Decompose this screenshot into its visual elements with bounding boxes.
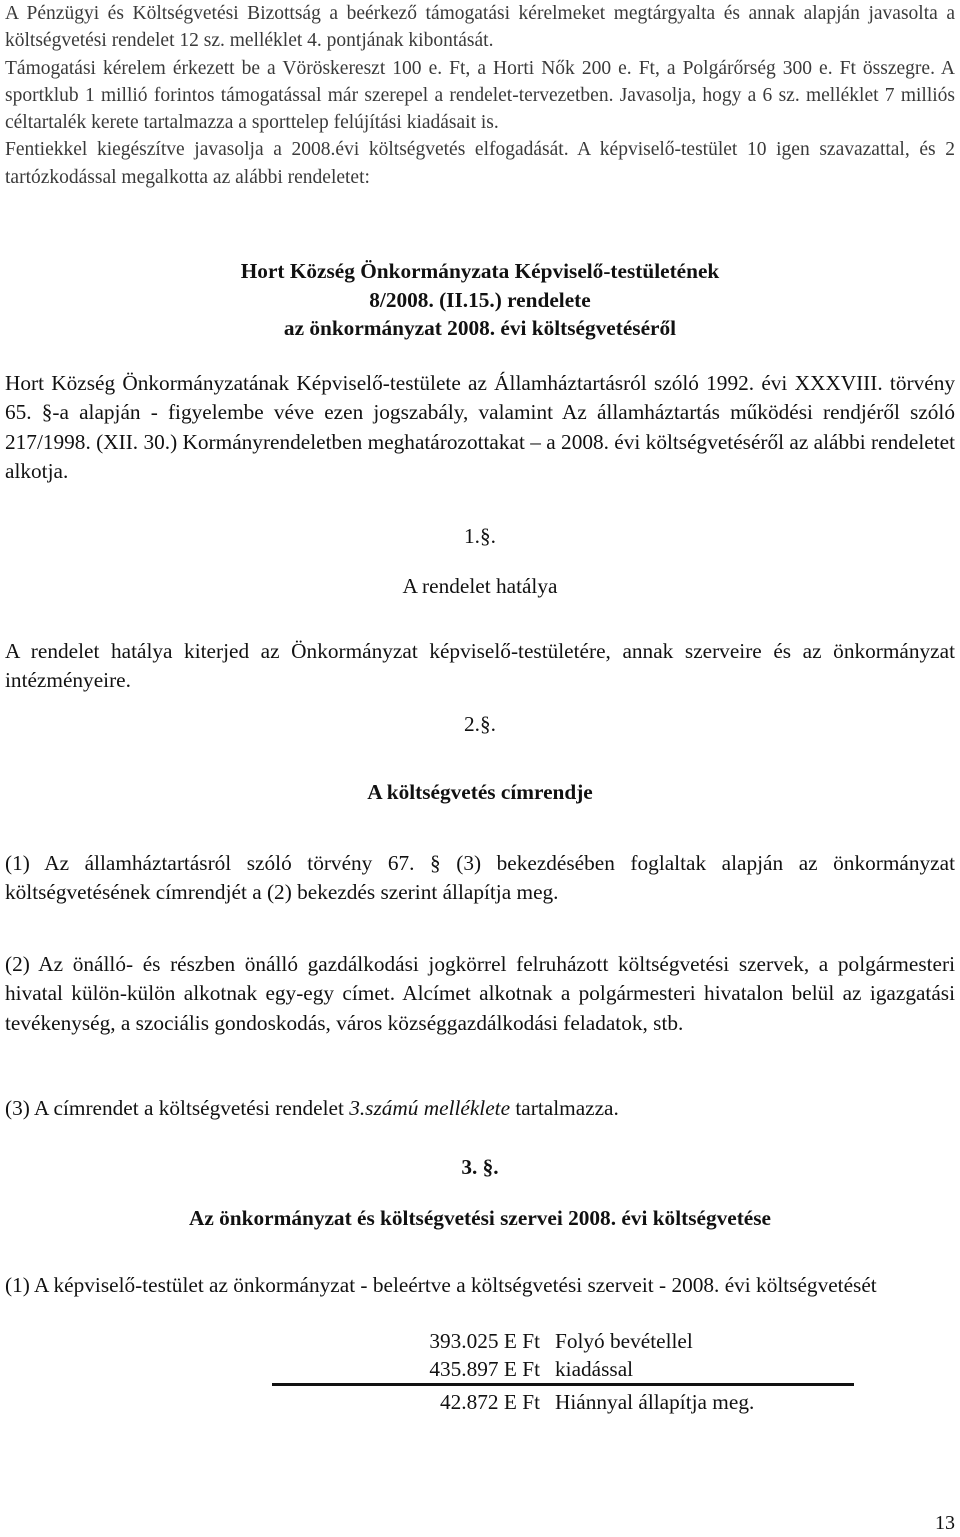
section-2-number: 2.§. [464, 712, 496, 736]
section-3-p1-text: (1) A képviselő-testület az önkormányzat - beleértve a költségvetési szerveit - 2008. évi költségvetését [5, 1273, 877, 1297]
section-1-heading: A rendelet hatálya [402, 574, 558, 598]
budget-amount-deficit: 42.872 E Ft [440, 1390, 540, 1414]
section-1-paragraph: A rendelet hatálya kiterjed az Önkormányzat képviselő-testületére, annak szerveire és az önkormányzat intézményeire. [5, 639, 955, 693]
decree-title-line-2: 8/2008. (II.15.) rendelete [369, 287, 591, 312]
section-2-p1-text: (1) Az államháztartásról szóló törvény 67. § (3) bekezdésében foglaltak alapján az önkormányzat költségvetésének címrendjét a (2) bekezdés szerint állapítja meg. [5, 851, 955, 905]
section-2-paragraph-1 [5, 849, 955, 908]
preamble-text: Hort Község Önkormányzatának Képviselő-testülete az Államháztartásról szóló 1992. évi XXXVIII. törvény 65. §-a alapján - figyelembe véve ezen jogszabály, valamint Az államháztartás működési rendjéről szóló 217/1998. (XII. 30.) Kormányrendeletben meghatározottakat – a 2008. évi költségvetéséről az alábbi rendeletet alkotja. [5, 371, 955, 483]
section-1-text [5, 637, 955, 696]
preamble [5, 369, 955, 486]
section-2-p3-text [5, 1094, 955, 1123]
budget-label-revenue: Folyó bevétellel [555, 1329, 693, 1353]
section-2-paragraph-3 [5, 1094, 955, 1123]
sum-divider-line [272, 1383, 854, 1386]
section-2-p3-part-a: (3) A címrendet a költségvetési rendelet [5, 1096, 350, 1120]
section-2-heading: A költségvetés címrendje [367, 780, 593, 804]
intro-paragraph-3: Fentiekkel kiegészítve javasolja a 2008.évi költségvetés elfogadását. A képviselő-testület 10 igen szavazattal, és 2 tartózkodással megalkotta az alábbi rendeletet: [5, 139, 955, 188]
decree-title-line-1: Hort Község Önkormányzata Képviselő-testületének [240, 259, 720, 283]
intro-paragraph-2: Támogatási kérelem érkezett be a Vöröskereszt 100 e. Ft, a Horti Nők 200 e. Ft, a Polgárőrség 300 e. Ft összegre. A sportklub 1 millió forintos támogatással már szerepel a rendelet-tervezetben. Javasolja, hogy a 6 sz. melléklet 7 milliós céltartalék kerete tartalmazza a sporttelep felújítási kiadásait is. [5, 57, 955, 134]
page-number: 13 [935, 1512, 955, 1534]
intro-committee-text [5, 0, 955, 191]
intro-paragraph-1: A Pénzügyi és Költségvetési Bizottság a beérkező támogatási kérelmeket megtárgyalta és annak alapján javasolta a költségvetési rendelet 12 sz. melléklet 4. pontjának kibontását. [5, 3, 955, 52]
section-2-p3-part-c: tartalmazza. [510, 1096, 619, 1120]
budget-label-expenditure: kiadással [555, 1357, 634, 1381]
budget-amount-revenue: 393.025 E Ft [429, 1329, 540, 1353]
section-3-paragraph-1 [5, 1271, 955, 1300]
decree-title-line-3: az önkormányzat 2008. évi költségvetéséről [283, 316, 677, 341]
section-1-number: 1.§. [464, 524, 496, 548]
decree-title [0, 257, 960, 343]
section-3-number: 3. §. [461, 1155, 499, 1179]
section-2-paragraph-2 [5, 950, 955, 1038]
budget-label-deficit: Hiánnyal állapítja meg. [555, 1390, 755, 1414]
annex-reference: 3.számú melléklete [349, 1096, 511, 1120]
section-2-p2-text: (2) Az önálló- és részben önálló gazdálkodási jogkörrel felruházott költségvetési szervek, a polgármesteri hivatal külön-külön alkotnak egy-egy címet. Alcímet alkotnak a polgármesteri hivatalon belül az igazgatási tevékenység, a szociális gondoskodás, város községgazdálkodási feladatok, stb. [5, 952, 955, 1035]
section-3-heading: Az önkormányzat és költségvetési szervei 2008. évi költségvetése [189, 1206, 771, 1230]
budget-amount-expenditure: 435.897 E Ft [429, 1357, 540, 1381]
